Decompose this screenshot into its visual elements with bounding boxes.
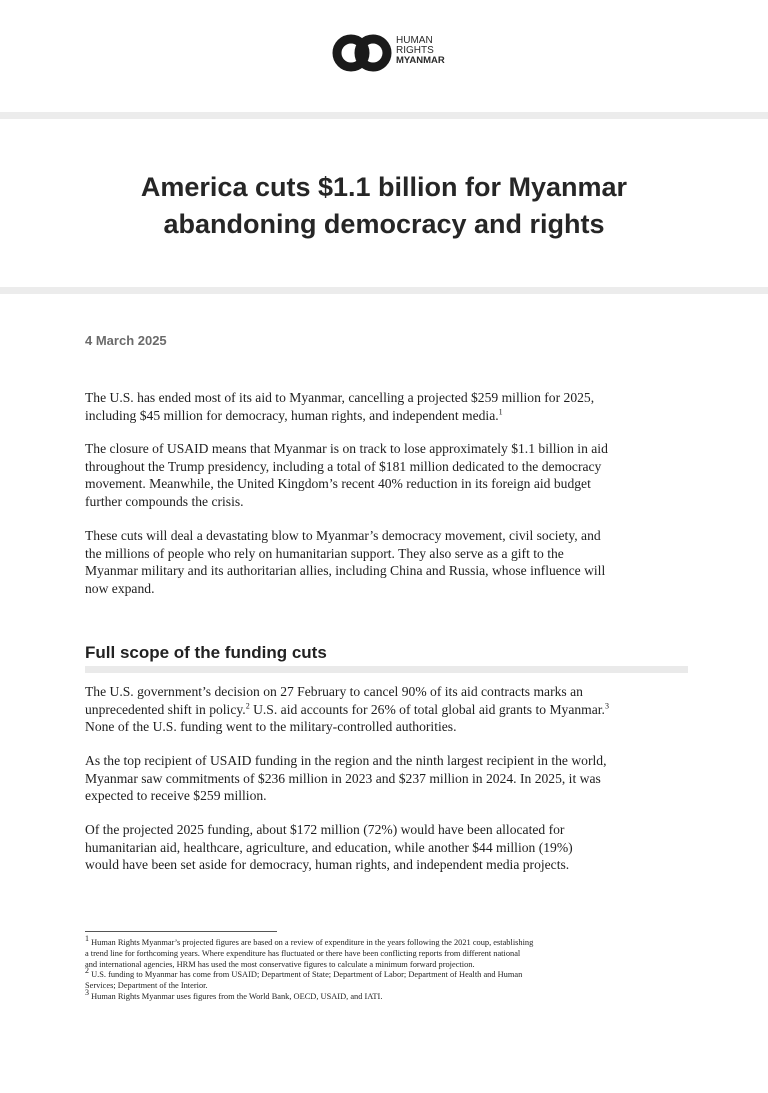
footnotes xyxy=(85,934,705,1003)
footnote-1-line: and international agencies, HRM has used the most conservative figures to calculate a minimum forward projection. xyxy=(85,959,475,969)
footnote-number: 1 xyxy=(85,934,89,944)
text-line: movement. Meanwhile, the United Kingdom’s recent 40% reduction in its foreign aid budget xyxy=(85,476,591,492)
section-heading-rule xyxy=(85,666,688,673)
footnote-ref-1[interactable]: 1 xyxy=(498,407,503,417)
text-line-body: including $45 million for democracy, human rights, and independent media. xyxy=(85,407,499,423)
text-line: would have been set aside for democracy, human rights, and independent media projects. xyxy=(85,857,570,873)
title-band-top xyxy=(0,112,768,119)
text-line xyxy=(85,701,705,719)
page-title xyxy=(40,169,728,243)
text-line: None of the U.S. funding went to the military-controlled authorities. xyxy=(85,719,457,735)
footnote-text: U.S. funding to Myanmar has come from USAID; Department of State; Department of Labor; Department of Health and Human xyxy=(91,970,523,980)
intro-paragraph-2 xyxy=(85,440,705,510)
publish-date: 4 March 2025 xyxy=(85,333,167,348)
section-paragraph-1 xyxy=(85,683,705,736)
text-line: The U.S. has ended most of its aid to Myanmar, cancelling a projected $259 million for 2025, xyxy=(85,390,595,405)
text-segment: unprecedented shift in policy. xyxy=(85,701,246,717)
text-line: humanitarian aid, healthcare, agriculture, and education, while another $44 million (19%) xyxy=(85,839,573,855)
footnote-2-line xyxy=(85,966,705,981)
header-logo xyxy=(0,34,768,74)
title-line-2: abandoning democracy and rights xyxy=(163,209,605,239)
section-heading: Full scope of the funding cuts xyxy=(85,643,327,662)
title-line-1: America cuts $1.1 billion for Myanmar xyxy=(140,172,628,202)
footnote-2-line: Services; Department of the Interior. xyxy=(85,981,208,991)
text-line: now expand. xyxy=(85,580,155,596)
footnote-1-line: a trend line for forthcoming years. Where expenditure has fluctuated or there have been conflicting reports from different national xyxy=(85,948,521,958)
footnote-text: Human Rights Myanmar’s projected figures are based on a review of expenditure in the years following the 2021 coup, establishing xyxy=(91,938,534,947)
text-line: expected to receive $259 million. xyxy=(85,788,267,804)
text-line: These cuts will deal a devastating blow to Myanmar’s democracy movement, civil society, and xyxy=(85,528,601,543)
text-line: As the top recipient of USAID funding in the region and the ninth largest recipient in the world, xyxy=(85,753,607,768)
footnote-ref-2[interactable]: 2 xyxy=(245,701,250,711)
footnote-separator xyxy=(85,931,277,932)
intro-paragraph-3 xyxy=(85,527,705,597)
intro-paragraph-1 xyxy=(85,389,705,424)
footnote-1-line xyxy=(85,934,705,949)
logo-line-1: HUMAN xyxy=(396,35,433,46)
hrm-logo-icon xyxy=(332,34,392,72)
footnote-3-line xyxy=(85,988,705,1003)
text-line: Myanmar military and its authoritarian allies, including China and Russia, whose influence will xyxy=(85,563,606,579)
section-paragraph-3 xyxy=(85,821,705,874)
text-line: Myanmar saw commitments of $236 million in 2023 and $237 million in 2024. In 2025, it was xyxy=(85,770,601,786)
logo-line-2: RIGHTS xyxy=(396,45,434,56)
footnote-text: Human Rights Myanmar uses figures from the World Bank, OECD, USAID, and IATI. xyxy=(91,991,383,1001)
text-line xyxy=(85,407,705,425)
footnote-number: 3 xyxy=(85,988,89,998)
footnote-number: 2 xyxy=(85,966,89,976)
title-band-bottom xyxy=(0,287,768,294)
text-line: The U.S. government’s decision on 27 February to cancel 90% of its aid contracts marks an xyxy=(85,684,583,699)
text-line: the millions of people who rely on humanitarian support. They also serve as a gift to the xyxy=(85,545,564,561)
text-line: further compounds the crisis. xyxy=(85,493,244,509)
footnote-ref-3[interactable]: 3 xyxy=(604,701,609,711)
logo-wordmark xyxy=(396,36,445,66)
text-line: The closure of USAID means that Myanmar is on track to lose approximately $1.1 billion in aid xyxy=(85,441,608,456)
section-paragraph-2 xyxy=(85,752,705,805)
logo-line-3: MYANMAR xyxy=(396,55,445,66)
text-segment: U.S. aid accounts for 26% of total global aid grants to Myanmar. xyxy=(249,701,605,717)
text-line: Of the projected 2025 funding, about $172 million (72%) would have been allocated for xyxy=(85,822,565,837)
text-line: throughout the Trump presidency, including a total of $181 million dedicated to the democracy xyxy=(85,458,602,474)
